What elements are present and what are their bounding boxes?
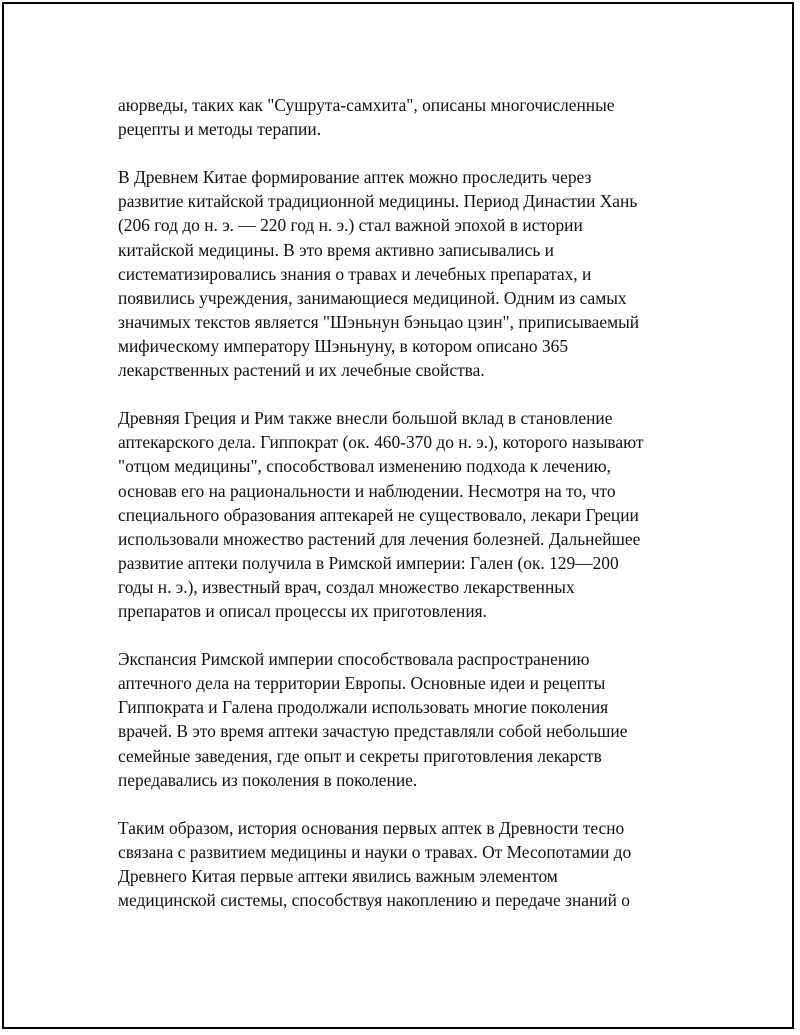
text-line: Древняя Греция и Рим также внесли большой вклад в становление — [118, 408, 613, 429]
text-line: Экспансия Римской империи способствовала распространению — [118, 649, 590, 670]
text-line: развитие китайской традиционной медицины. Период Династии Хань — [118, 191, 638, 212]
paragraph-1 — [118, 93, 688, 141]
paragraph-3 — [118, 406, 688, 623]
text-line: аюрведы, таких как "Сушрута-самхита", описаны многочисленные — [118, 95, 615, 115]
text-line: связана с развитием медицины и науки о травах. От Месопотамии до — [118, 841, 632, 862]
text-line: использовали множество растений для лечения болезней. Дальнейшее — [118, 528, 641, 549]
text-line: годы н. э.), известный врач, создал множество лекарственных — [118, 576, 575, 597]
text-line: основав его на рациональности и наблюдении. Несмотря на то, что — [118, 480, 616, 501]
text-line: (206 год до н. э. — 220 год н. э.) стал важной эпохой в истории — [118, 215, 583, 236]
text-line: Таким образом, история основания первых аптек в Древности тесно — [118, 817, 625, 838]
text-line: развитие аптеки получила в Римской империи: Гален (ок. 129—200 — [118, 552, 619, 573]
text-line: В Древнем Китае формирование аптек можно проследить через — [118, 167, 592, 188]
text-line: передавались из поколения в поколение. — [118, 769, 418, 790]
text-line: мифическому императору Шэньнуну, в котором описано 365 — [118, 335, 569, 356]
text-line: Древнего Китая первые аптеки явились важным элементом — [118, 866, 558, 886]
paragraph-2 — [118, 165, 688, 382]
text-line: значимых текстов является "Шэньнун бэньцао цзин", приписываемый — [118, 311, 640, 332]
text-line: появились учреждения, занимающиеся медициной. Одним из самых — [118, 287, 627, 308]
text-line: Гиппократа и Галена продолжали использовать многие поколения — [118, 697, 609, 718]
document-body — [118, 93, 688, 936]
text-line: лекарственных растений и их лечебные свойства. — [118, 360, 485, 381]
text-line: специального образования аптекарей не существовало, лекари Греции — [118, 504, 639, 525]
text-line: аптекарского дела. Гиппократ (ок. 460-370 до н. э.), которого называют — [118, 432, 644, 453]
paragraph-5 — [118, 816, 688, 912]
text-line: систематизировались знания о травах и лечебных препаратах, и — [118, 263, 592, 284]
text-line: препаратов и описал процессы их приготовления. — [118, 600, 487, 621]
text-line: рецепты и методы терапии. — [118, 119, 321, 140]
text-line: аптечного дела на территории Европы. Основные идеи и рецепты — [118, 673, 606, 694]
text-line: китайской медицины. В это время активно записывались и — [118, 239, 554, 260]
text-line: семейные заведения, где опыт и секреты приготовления лекарств — [118, 745, 602, 766]
text-line: "отцом медицины", способствовал изменению подхода к лечению, — [118, 456, 611, 477]
text-line: врачей. В это время аптеки зачастую представляли собой небольшие — [118, 721, 628, 742]
text-line: медицинской системы, способствуя накоплению и передаче знаний о — [118, 890, 630, 911]
paragraph-4 — [118, 647, 688, 792]
